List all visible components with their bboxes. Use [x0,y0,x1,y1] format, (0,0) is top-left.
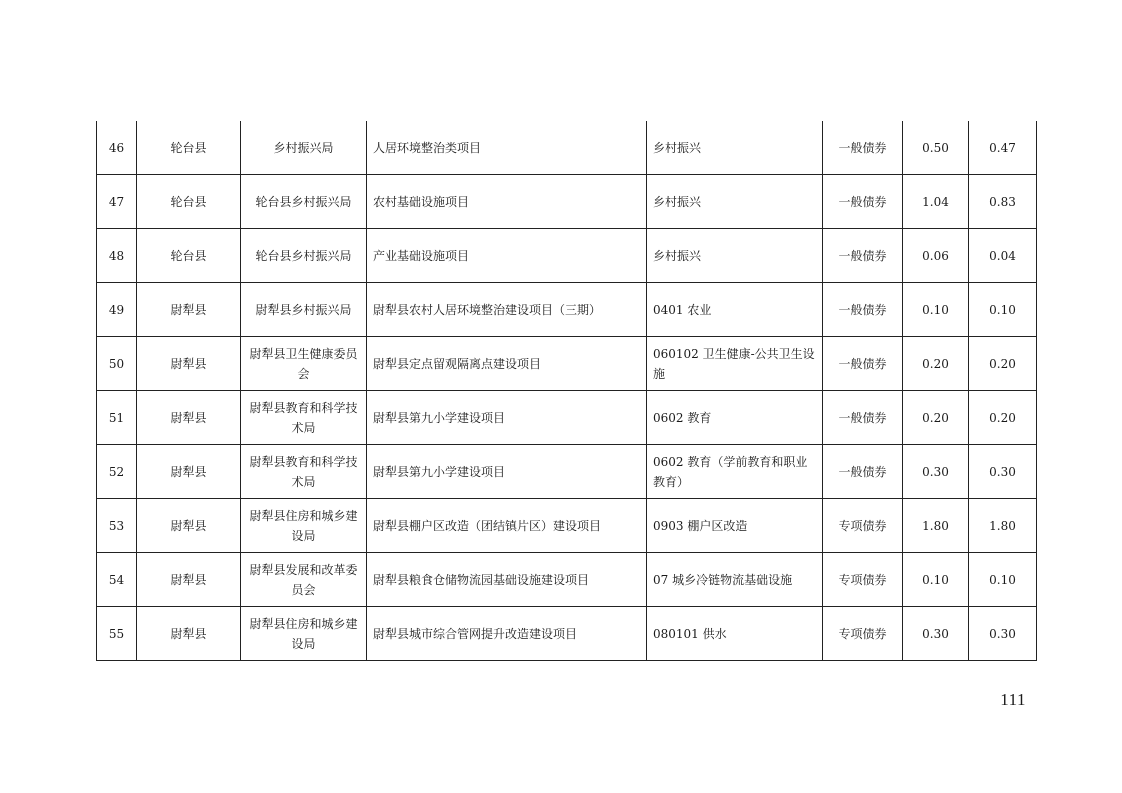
category-cell: 乡村振兴 [647,175,823,229]
table-body [97,121,1037,661]
department-cell: 乡村振兴局 [241,121,367,175]
project-name-cell: 尉犁县第九小学建设项目 [367,391,647,445]
bond-type-cell: 一般债券 [823,283,903,337]
amount-a-cell: 0.50 [903,121,969,175]
county-cell: 尉犁县 [137,553,241,607]
row-number-cell: 54 [97,553,137,607]
bond-type-cell: 一般债券 [823,391,903,445]
amount-b-cell: 0.20 [969,337,1037,391]
department-cell: 尉犁县住房和城乡建设局 [241,499,367,553]
bond-type-cell: 一般债券 [823,337,903,391]
amount-b-cell: 1.80 [969,499,1037,553]
row-number-cell: 47 [97,175,137,229]
category-cell: 0602 教育（学前教育和职业教育） [647,445,823,499]
table-row [97,121,1037,175]
amount-a-cell: 1.80 [903,499,969,553]
row-number-cell: 46 [97,121,137,175]
project-name-cell: 尉犁县城市综合管网提升改造建设项目 [367,607,647,661]
project-name-cell: 尉犁县农村人居环境整治建设项目（三期） [367,283,647,337]
county-cell: 尉犁县 [137,391,241,445]
county-cell: 尉犁县 [137,337,241,391]
department-cell: 尉犁县卫生健康委员会 [241,337,367,391]
table-row [97,337,1037,391]
project-name-cell: 尉犁县定点留观隔离点建设项目 [367,337,647,391]
amount-b-cell: 0.30 [969,607,1037,661]
county-cell: 尉犁县 [137,607,241,661]
amount-a-cell: 0.10 [903,553,969,607]
row-number-cell: 53 [97,499,137,553]
county-cell: 尉犁县 [137,445,241,499]
table-row [97,499,1037,553]
department-cell: 轮台县乡村振兴局 [241,229,367,283]
amount-a-cell: 1.04 [903,175,969,229]
bond-project-table [96,121,1037,661]
amount-a-cell: 0.20 [903,337,969,391]
county-cell: 尉犁县 [137,499,241,553]
table-row [97,283,1037,337]
project-name-cell: 尉犁县第九小学建设项目 [367,445,647,499]
bond-type-cell: 一般债券 [823,445,903,499]
category-cell: 0903 棚户区改造 [647,499,823,553]
category-cell: 0602 教育 [647,391,823,445]
row-number-cell: 52 [97,445,137,499]
amount-b-cell: 0.47 [969,121,1037,175]
amount-a-cell: 0.10 [903,283,969,337]
amount-b-cell: 0.20 [969,391,1037,445]
bond-type-cell: 一般债券 [823,229,903,283]
county-cell: 轮台县 [137,175,241,229]
table-row [97,553,1037,607]
table-row [97,607,1037,661]
amount-b-cell: 0.04 [969,229,1037,283]
table-row [97,175,1037,229]
row-number-cell: 49 [97,283,137,337]
bond-type-cell: 专项债券 [823,607,903,661]
project-name-cell: 农村基础设施项目 [367,175,647,229]
project-name-cell: 尉犁县棚户区改造（团结镇片区）建设项目 [367,499,647,553]
amount-a-cell: 0.06 [903,229,969,283]
project-name-cell: 产业基础设施项目 [367,229,647,283]
category-cell: 乡村振兴 [647,229,823,283]
row-number-cell: 48 [97,229,137,283]
row-number-cell: 55 [97,607,137,661]
page-number: 111 [1000,690,1026,709]
category-cell: 080101 供水 [647,607,823,661]
amount-a-cell: 0.30 [903,607,969,661]
department-cell: 尉犁县教育和科学技术局 [241,391,367,445]
department-cell: 尉犁县教育和科学技术局 [241,445,367,499]
amount-a-cell: 0.30 [903,445,969,499]
amount-b-cell: 0.10 [969,283,1037,337]
amount-a-cell: 0.20 [903,391,969,445]
bond-type-cell: 一般债券 [823,121,903,175]
department-cell: 尉犁县乡村振兴局 [241,283,367,337]
county-cell: 尉犁县 [137,283,241,337]
department-cell: 轮台县乡村振兴局 [241,175,367,229]
department-cell: 尉犁县发展和改革委员会 [241,553,367,607]
category-cell: 07 城乡冷链物流基础设施 [647,553,823,607]
category-cell: 乡村振兴 [647,121,823,175]
project-name-cell: 尉犁县粮食仓储物流园基础设施建设项目 [367,553,647,607]
bond-type-cell: 一般债券 [823,175,903,229]
category-cell: 0401 农业 [647,283,823,337]
bond-type-cell: 专项债券 [823,499,903,553]
table-row [97,229,1037,283]
county-cell: 轮台县 [137,121,241,175]
county-cell: 轮台县 [137,229,241,283]
row-number-cell: 51 [97,391,137,445]
project-name-cell: 人居环境整治类项目 [367,121,647,175]
amount-b-cell: 0.83 [969,175,1037,229]
amount-b-cell: 0.30 [969,445,1037,499]
amount-b-cell: 0.10 [969,553,1037,607]
bond-type-cell: 专项债券 [823,553,903,607]
department-cell: 尉犁县住房和城乡建设局 [241,607,367,661]
category-cell: 060102 卫生健康-公共卫生设施 [647,337,823,391]
table-row [97,391,1037,445]
table-row [97,445,1037,499]
row-number-cell: 50 [97,337,137,391]
